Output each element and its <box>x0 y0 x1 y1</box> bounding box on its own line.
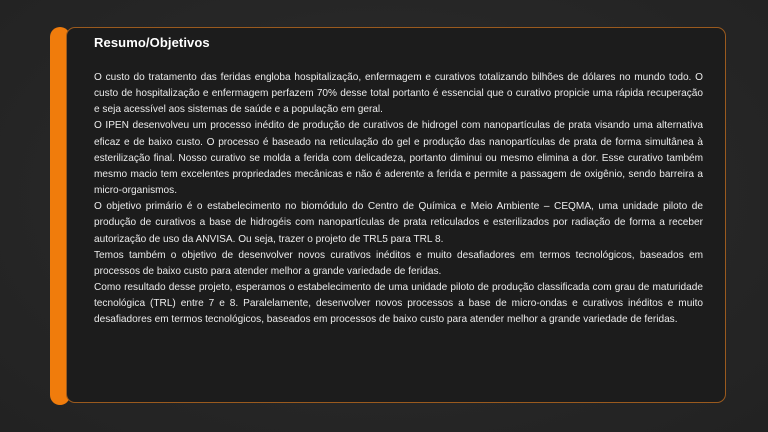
slide-title: Resumo/Objetivos <box>94 35 210 50</box>
paragraph-new-dressings: Temos também o objetivo de desenvolver novos curativos inéditos e muito desafiadores em termos tecnológicos, baseados em processos de baixo custo para atender melhor a grande variedade de feridas. <box>94 249 703 277</box>
paragraph-primary-objective: O objetivo primário é o estabelecimento no biomódulo do Centro de Química e Meio Ambiente – CEQMA, uma unidade piloto de produção de curativos a base de hidrogéis com nanopartículas de prata reticulados e esterilizados por radiação de forma a receber autorização de uso da ANVISA. Ou seja, trazer o projeto de TRL5 para TRL 8. <box>94 201 703 245</box>
paragraph-cost: O custo do tratamento das feridas engloba hospitalização, enfermagem e curativos totalizando bilhões de dólares no mundo todo. O custo de hospitalização e enfermagem perfazem 70% desse total portanto é essencial que o curativo propicie uma rápida recuperação e seja acessível aos sistemas de saúde e a população em geral. <box>94 72 703 116</box>
body-text <box>94 70 703 329</box>
paragraph-ipen-process: O IPEN desenvolveu um processo inédito de produção de curativos de hidrogel com nanopartículas de prata visando uma alternativa eficaz e de baixo custo. O processo é baseado na reticulação do gel e produção das nanopartículas de prata de forma simultânea à esterilização final. Nosso curativo se molda a ferida com delicadeza, portanto diminui ou mesmo elimina a dor. Esse curativo também mesmo macio tem excelentes propriedades mecânicas e não é aderente a ferida e permite a passagem de oxigênio, sendo barreira a micro-organismos. <box>94 120 703 197</box>
paragraph-expected-result: Como resultado desse projeto, esperamos o estabelecimento de uma unidade piloto de produção classificada com grau de maturidade tecnológica (TRL) entre 7 e 8. Paralelamente, desenvolver novos processos a base de micro-ondas e curativos inéditos e muito desafiadores em termos tecnológicos, baseados em processos de baixo custo para atender melhor a grande variedade de feridas. <box>94 282 703 326</box>
